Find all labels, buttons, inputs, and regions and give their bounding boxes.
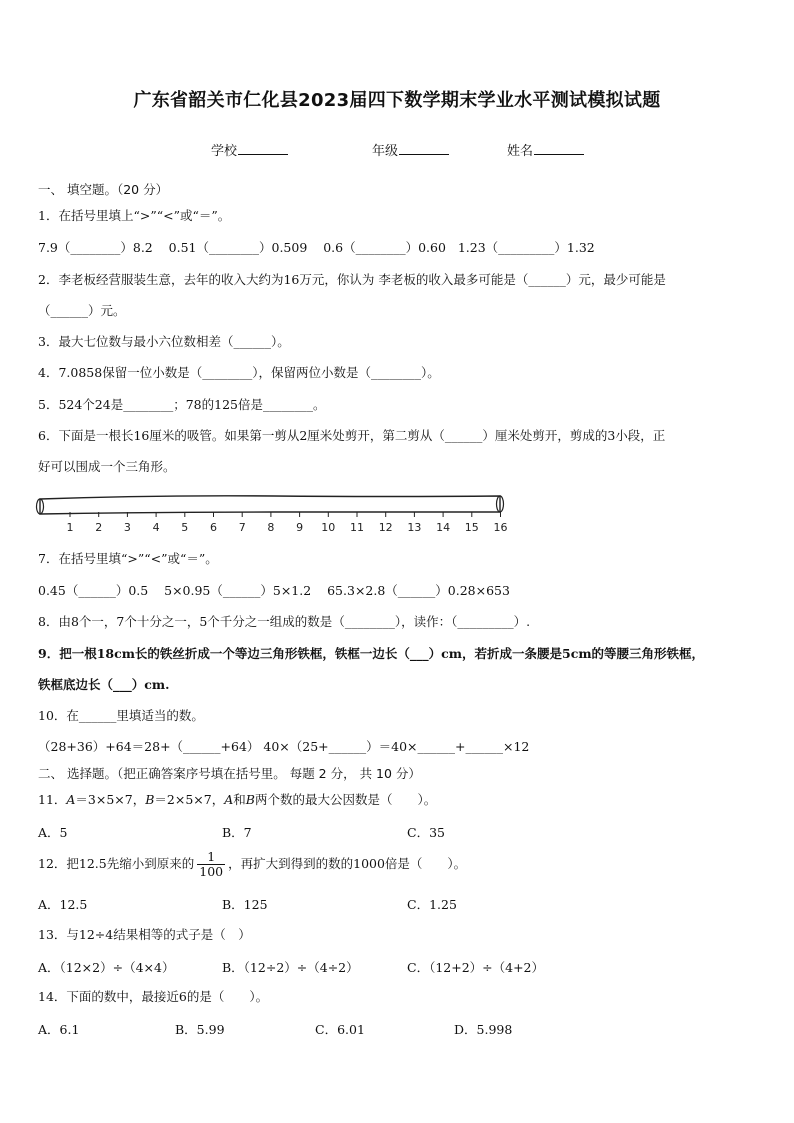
q12-fraction — [197, 850, 225, 879]
q12-text-after: ，再扩大到得到的数的1000倍是（ ）。 — [228, 856, 467, 871]
ruler-tick-label: 8 — [267, 521, 275, 534]
ruler-tick-label: 9 — [296, 521, 304, 534]
question-8: 8．由8个一，7个十分之一，5个千分之一组成的数是（________），读作：（_________）. — [38, 614, 531, 629]
q1-item-c: 0.6（________）0.60 — [323, 240, 446, 255]
straw-ruler — [34, 490, 512, 538]
school-blank — [238, 142, 288, 155]
question-6-line1: 6．下面是一根长16厘米的吸管。如果第一剪从2厘米处剪开，第二剪从（______）厘米处剪开，剪成的3小段，正 — [38, 428, 666, 443]
q11-option-a: A．5 — [38, 825, 68, 840]
question-10-formula: （28+36）+64＝28+（______+64） 40×（25+______）＝40×______+______×12 — [38, 739, 530, 754]
question-7-items — [38, 583, 510, 599]
ruler-tick-label: 7 — [238, 521, 246, 534]
ruler-tick-label: 11 — [350, 521, 364, 534]
q7-item-a: 0.45（______）0.5 — [38, 583, 149, 598]
q1-item-d: 1.23（_________）1.32 — [457, 240, 595, 255]
ruler-ticks — [67, 512, 508, 534]
page-title: 广东省韶关市仁化县2023届四下数学期末学业水平测试模拟试题 — [133, 90, 661, 111]
ruler-tick-label: 5 — [181, 521, 189, 534]
question-14: 14．下面的数中，最接近6的是（ ）。 — [38, 989, 269, 1004]
section-1-header: 一、 填空题。（20 分） — [38, 182, 169, 197]
ruler-tick-label: 13 — [407, 521, 422, 534]
q14-option-b: B．5.99 — [175, 1022, 225, 1037]
question-10: 10．在______里填适当的数。 — [38, 708, 204, 723]
q13-option-a: A．（12×2）÷（4×4） — [38, 960, 175, 975]
section-2-header: 二、 选择题。（把正确答案序号填在括号里。 每题 2 分， 共 10 分） — [38, 766, 421, 781]
q12-fraction-numerator: 1 — [197, 850, 225, 865]
q11-option-b: B．7 — [222, 825, 252, 840]
question-9-line2: 铁框底边长（___）cm. — [38, 677, 170, 692]
ruler-tick-label: 3 — [123, 521, 131, 534]
ruler-tick-label: 12 — [378, 521, 393, 534]
school-label: 学校 — [211, 144, 238, 159]
ruler-tick-label: 16 — [493, 521, 508, 534]
q14-option-d: D．5.998 — [454, 1022, 513, 1037]
ruler-tick-label: 4 — [152, 521, 160, 534]
q12-text-before: 12．把12.5先缩小到原来的 — [38, 856, 195, 871]
question-13: 13．与12÷4结果相等的式子是（ ） — [38, 927, 251, 942]
grade-blank — [399, 142, 449, 155]
ruler-tick-label: 1 — [66, 521, 74, 534]
question-9-line1: 9．把一根18cm长的铁丝折成一个等边三角形铁框，铁框一边长（___）cm，若折成一条腰是5cm的等腰三角形铁框， — [38, 646, 705, 661]
q7-item-c: 65.3×2.8（______）0.28×653 — [327, 583, 510, 598]
school-field — [211, 140, 288, 159]
question-1-items — [38, 240, 595, 256]
question-2-line1: 2．李老板经营服装生意，去年的收入大约为16万元，你认为 李老板的收入最多可能是（______）元，最少可能是 — [38, 272, 666, 287]
q1-item-b: 0.51（________）0.509 — [168, 240, 308, 255]
q12-option-a: A．12.5 — [38, 897, 88, 912]
ruler-tick-label: 10 — [321, 521, 336, 534]
q11-option-c: C．35 — [407, 825, 445, 840]
name-field — [507, 140, 584, 159]
question-2-line2: （______）元。 — [38, 303, 126, 318]
name-blank — [534, 142, 584, 155]
ruler-tick-label: 2 — [95, 521, 103, 534]
ruler-tick-label: 6 — [210, 521, 217, 534]
question-4: 4．7.0858保留一位小数是（________），保留两位小数是（________）。 — [38, 365, 440, 380]
q14-option-a: A．6.1 — [38, 1022, 80, 1037]
ruler-tick-label: 15 — [464, 521, 479, 534]
grade-label: 年级 — [372, 144, 399, 159]
q12-option-c: C．1.25 — [407, 897, 457, 912]
name-label: 姓名 — [507, 144, 534, 159]
q1-item-a: 7.9（________）8.2 — [38, 240, 153, 255]
question-11: 11．𝐴＝3×5×7，𝐵＝2×5×7，𝐴和𝐵两个数的最大公因数是（ ）。 — [38, 792, 437, 807]
q7-item-b: 5×0.95（______）5×1.2 — [164, 583, 312, 598]
question-12 — [38, 850, 466, 879]
q12-option-b: B．125 — [222, 897, 268, 912]
grade-field — [372, 140, 449, 159]
q13-option-c: C．（12+2）÷（4+2） — [407, 960, 544, 975]
question-7: 7．在括号里填“>”“<”或“＝”。 — [38, 551, 218, 566]
question-5: 5．524个24是________；78的125倍是________。 — [38, 397, 326, 412]
question-1: 1．在括号里填上“>”“<”或“＝”。 — [38, 208, 231, 223]
question-3: 3．最大七位数与最小六位数相差（______）。 — [38, 334, 290, 349]
straw-drawing — [34, 490, 512, 538]
q12-fraction-denominator: 100 — [199, 864, 224, 879]
q14-option-c: C．6.01 — [315, 1022, 365, 1037]
ruler-tick-label: 14 — [436, 521, 451, 534]
q13-option-b: B．（12÷2）÷（4÷2） — [222, 960, 359, 975]
question-6-line2: 好可以围成一个三角形。 — [38, 459, 176, 474]
